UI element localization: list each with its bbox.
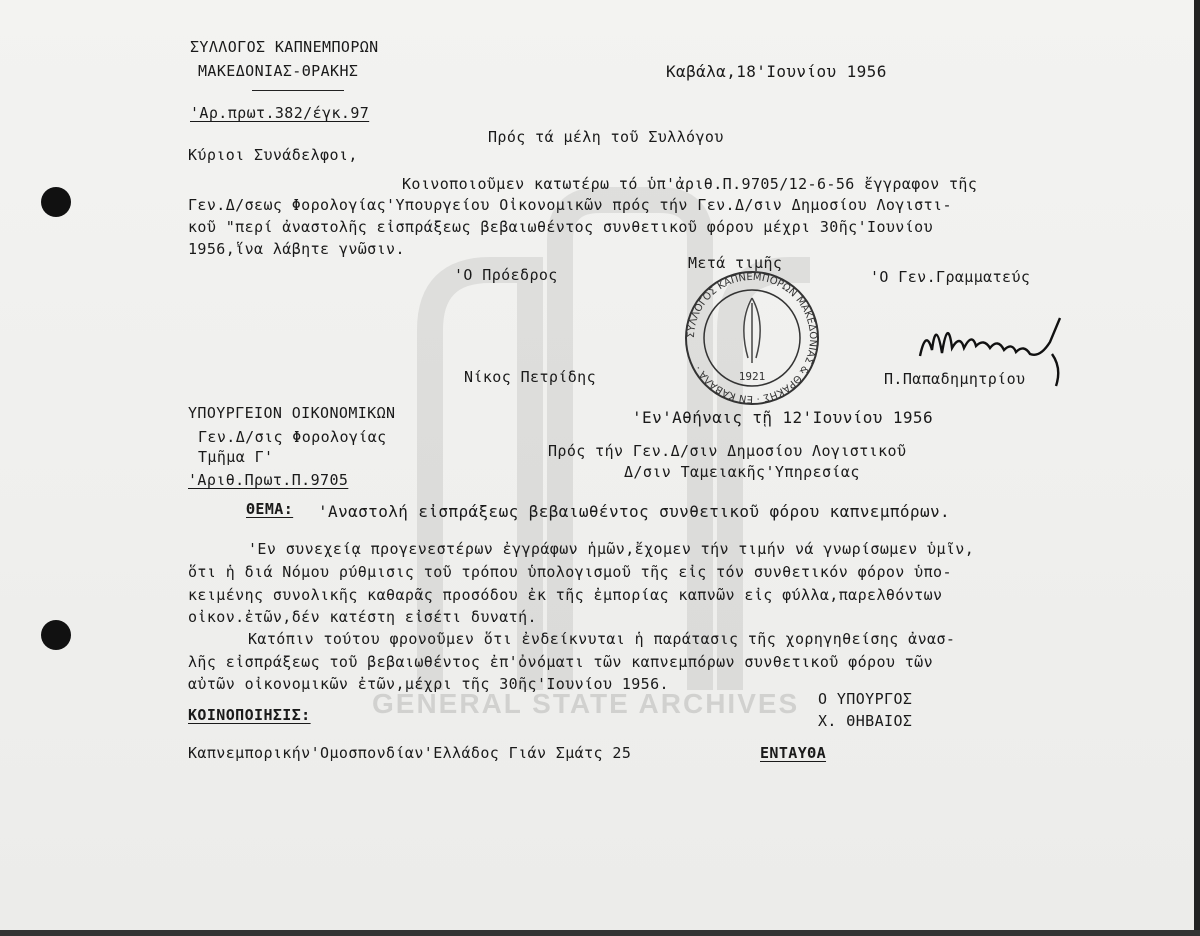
president-name: Νίκος Πετρίδης bbox=[464, 368, 597, 386]
watermark-text: GENERAL STATE ARCHIVES bbox=[372, 688, 800, 719]
ministry-body-line: λῆς εἰσπράξεως τοῦ βεβαιωθέντος ἐπ'ὀνόματι τῶν καπνεμπόρων συνθετικοῦ φόρου τῶν bbox=[188, 653, 934, 671]
section-name: Τμῆμα Γ' bbox=[198, 448, 274, 466]
ministry-body-line: οἰκον.ἐτῶν,δέν κατέστη εἰσέτι δυνατή. bbox=[188, 608, 537, 626]
ministry-recipient-1: Πρός τήν Γεν.Δ/σιν Δημοσίου Λογιστικοῦ bbox=[548, 442, 907, 460]
closing-formula: Μετά τιμῆς bbox=[688, 254, 783, 272]
subject-label: ΘΕΜΑ: bbox=[246, 500, 294, 518]
punch-hole-top bbox=[41, 187, 71, 217]
punch-hole-bottom bbox=[41, 620, 71, 650]
org-name-line2: ΜΑΚΕΔΟΝΙΑΣ-ΘΡΑΚΗΣ bbox=[198, 62, 359, 80]
scan-edge-right bbox=[1194, 0, 1200, 936]
recipient-line: Πρός τά μέλη τοῦ Συλλόγου bbox=[488, 128, 724, 146]
secretary-title: 'Ο Γεν.Γραμματεύς bbox=[870, 268, 1031, 286]
minister-title: Ο ΥΠΟΥΡΓΟΣ bbox=[818, 690, 913, 708]
secretary-name: Π.Παπαδημητρίου bbox=[884, 370, 1026, 388]
ministry-body-line: αὐτῶν οἰκονομικῶν ἐτῶν,μέχρι τῆς 30ῆς'Ιουνίου 1956. bbox=[188, 675, 669, 693]
cc-label: ΚΟΙΝΟΠΟΙΗΣΙΣ: bbox=[188, 706, 311, 724]
cc-place: ΕΝΤΑΥΘΑ bbox=[760, 744, 827, 762]
salutation: Κύριοι Συνάδελφοι, bbox=[188, 146, 358, 164]
ministry-protocol: 'Αριθ.Πρωτ.Π.9705 bbox=[188, 471, 349, 489]
president-title: 'Ο Πρόεδρος bbox=[454, 266, 558, 284]
seal-ring-text: ΣΥΛΛΟΓΟΣ ΚΑΠΝΕΜΠΟΡΩΝ ΜΑΚΕΔΟΝΙΑΣ & ΘΡΑΚΗΣ · ΕΝ ΚΑΒΑΛΑ · bbox=[685, 271, 819, 405]
scan-edge-bottom bbox=[0, 930, 1200, 936]
ministry-place-date: 'Εν'Αθήναις τῇ 12'Ιουνίου 1956 bbox=[632, 408, 933, 427]
subject-text: 'Αναστολή εἰσπράξεως βεβαιωθέντος συνθετικοῦ φόρου καπνεμπόρων. bbox=[318, 502, 951, 521]
body-line: κοῦ "περί ἀναστολῆς εἰσπράξεως βεβαιωθέντος συνθετικοῦ φόρου μέχρι 30ῆς'Ιουνίου bbox=[188, 218, 934, 236]
org-name-line1: ΣΥΛΛΟΓΟΣ ΚΑΠΝΕΜΠΟΡΩΝ bbox=[190, 38, 379, 56]
seal-year: 1921 bbox=[738, 370, 766, 383]
ministry-name: ΥΠΟΥΡΓΕΙΟΝ ΟΙΚΟΝΟΜΙΚΩΝ bbox=[188, 404, 396, 422]
ministry-body-line: κειμένης συνολικῆς καθαρᾶς προσόδου ἐκ τῆς ἐμπορίας καπνῶν εἰς φύλλα,παρελθόντων bbox=[188, 586, 943, 604]
protocol-number: 'Αρ.πρωτ.382/έγκ.97 bbox=[190, 104, 370, 122]
ministry-body-line: Κατόπιν τούτου φρονοῦμεν ὅτι ἐνδείκνυται ἡ παράτασις τῆς χορηγηθείσης ἀνασ- bbox=[248, 630, 956, 648]
ministry-recipient-2: Δ/σιν Ταμειακῆς'Υπηρεσίας bbox=[624, 463, 860, 481]
department-name: Γεν.Δ/σις Φορολογίας bbox=[198, 428, 387, 446]
place-date: Καβάλα,18'Ιουνίου 1956 bbox=[666, 62, 887, 81]
header-divider bbox=[252, 90, 344, 91]
cc-recipient: Καπνεμπορικήν'Ομοσπονδίαν'Ελλάδος Γιάν Σμάτς 25 bbox=[188, 744, 632, 762]
body-line: Κοινοποιοῦμεν κατωτέρω τό ὑπ'ἀριθ.Π.9705/12-6-56 ἔγγραφον τῆς bbox=[402, 175, 978, 193]
body-line: 1956,ἵνα λάβητε γνῶσιν. bbox=[188, 240, 405, 258]
ministry-body-line: 'Εν συνεχείᾳ προγενεστέρων ἐγγράφων ἡμῶν,ἔχομεν τήν τιμήν νά γνωρίσωμεν ὑμῖν, bbox=[248, 540, 975, 558]
minister-name: Χ. ΘΗΒΑΙΟΣ bbox=[818, 712, 913, 730]
association-seal bbox=[668, 268, 836, 408]
ministry-body-line: ὅτι ἡ διά Νόμου ρύθμισις τοῦ τρόπου ὑπολογισμοῦ τῆς εἰς τόν συνθετικόν φόρον ὑπο- bbox=[188, 563, 952, 581]
body-line: Γεν.Δ/σεως Φορολογίας'Υπουργείου Οἰκονομικῶν πρός τήν Γεν.Δ/σιν Δημοσίου Λογιστι- bbox=[188, 196, 952, 214]
